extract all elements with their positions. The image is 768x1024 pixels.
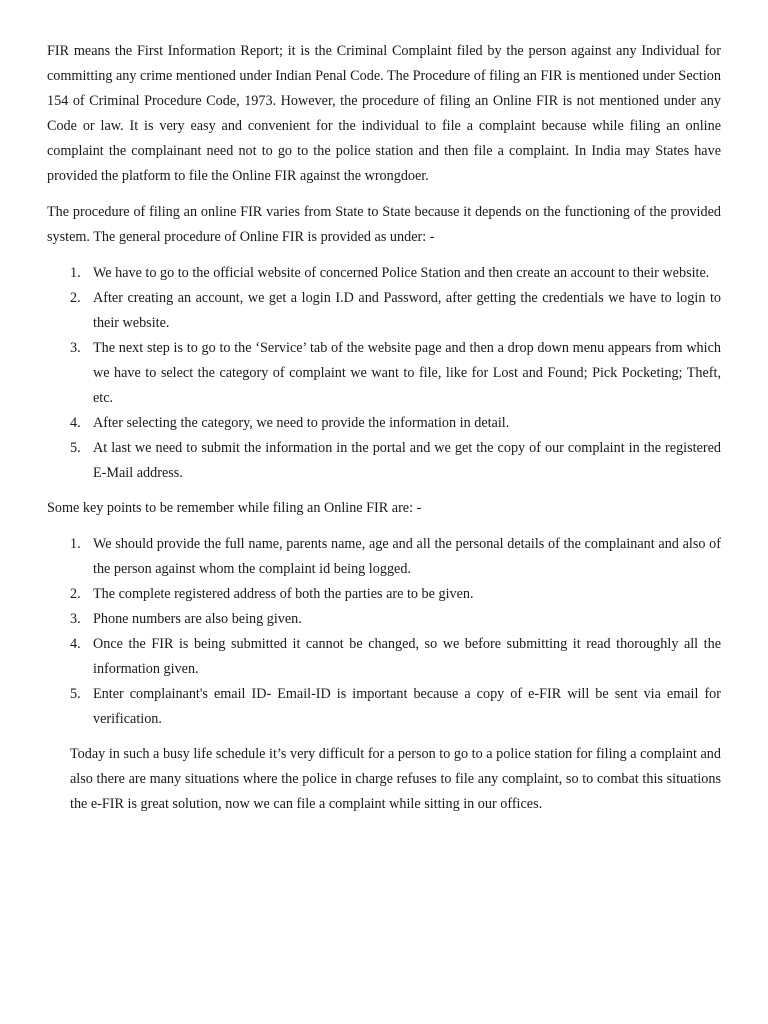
procedure-intro: The procedure of filing an online FIR varies from State to State because it depends on the functioning of the provided system. The general procedure of Online FIR is provided as under: - — [47, 204, 721, 245]
closing-paragraph: Today in such a busy life schedule it’s very difficult for a person to go to a police station for filing a complaint and also there are many situations where the police in charge refuses to file any complaint, so to combat this situations the e-FIR is great solution, now we can file a complaint while sitting in our offices. — [70, 746, 721, 812]
list-number: 5. — [70, 686, 81, 702]
list-item-text: After creating an account, we get a login I.D and Password, after getting the credentials we have to login to their website. — [93, 290, 721, 331]
list-item — [47, 261, 721, 286]
list-item — [47, 632, 721, 682]
intro-paragraph: FIR means the First Information Report; it is the Criminal Complaint filed by the person against any Individual for committing any crime mentioned under Indian Penal Code. The Procedure of filing an FIR is mentioned under Section 154 of Criminal Procedure Code, 1973. However, the procedure of filing an Online FIR is not mentioned under any Code or law. It is very easy and convenient for the individual to file a complaint because while filing an online complaint the complainant need not to go to the police station and then file a complaint. In India may States have provided the platform to file the Online FIR against the wrongdoer. — [47, 43, 721, 184]
list-item — [47, 532, 721, 582]
list-item — [47, 411, 721, 436]
document-page — [47, 39, 721, 817]
list-number: 3. — [70, 340, 81, 356]
list-number: 4. — [70, 415, 81, 431]
list-item-text: After selecting the category, we need to provide the information in detail. — [93, 415, 510, 431]
list-item-text: We should provide the full name, parents name, age and all the personal details of the complainant and also of the person against whom the complaint id being logged. — [93, 536, 721, 577]
list-item-text: The next step is to go to the ‘Service’ tab of the website page and then a drop down menu appears from which we have to select the category of complaint we want to file, like for Lost and Found; Pick Pocketing; Theft, etc. — [93, 340, 721, 406]
list-number: 2. — [70, 586, 81, 602]
list-item — [47, 286, 721, 336]
list-item-text: Enter complainant's email ID- Email-ID is important because a copy of e-FIR will be sent via email for verification. — [93, 686, 721, 727]
list-number: 4. — [70, 636, 81, 652]
list-number: 2. — [70, 290, 81, 306]
list-number: 1. — [70, 536, 81, 552]
list-item — [47, 607, 721, 632]
list-item-text: Once the FIR is being submitted it cannot be changed, so we before submitting it read thoroughly all the information given. — [93, 636, 721, 677]
list-item — [47, 582, 721, 607]
list-number: 1. — [70, 265, 81, 281]
list-number: 5. — [70, 440, 81, 456]
list-item-text: Phone numbers are also being given. — [93, 611, 302, 627]
keypoints-intro: Some key points to be remember while filing an Online FIR are: - — [47, 500, 422, 516]
list-item — [47, 436, 721, 486]
list-item-text: The complete registered address of both the parties are to be given. — [93, 586, 474, 602]
list-number: 3. — [70, 611, 81, 627]
procedure-steps-list — [47, 261, 721, 486]
list-item — [47, 682, 721, 732]
list-item-text: At last we need to submit the information in the portal and we get the copy of our complaint in the registered E-Mail address. — [93, 440, 721, 481]
list-item-text: We have to go to the official website of concerned Police Station and then create an account to their website. — [93, 265, 710, 281]
key-points-list — [47, 532, 721, 732]
list-item — [47, 336, 721, 411]
